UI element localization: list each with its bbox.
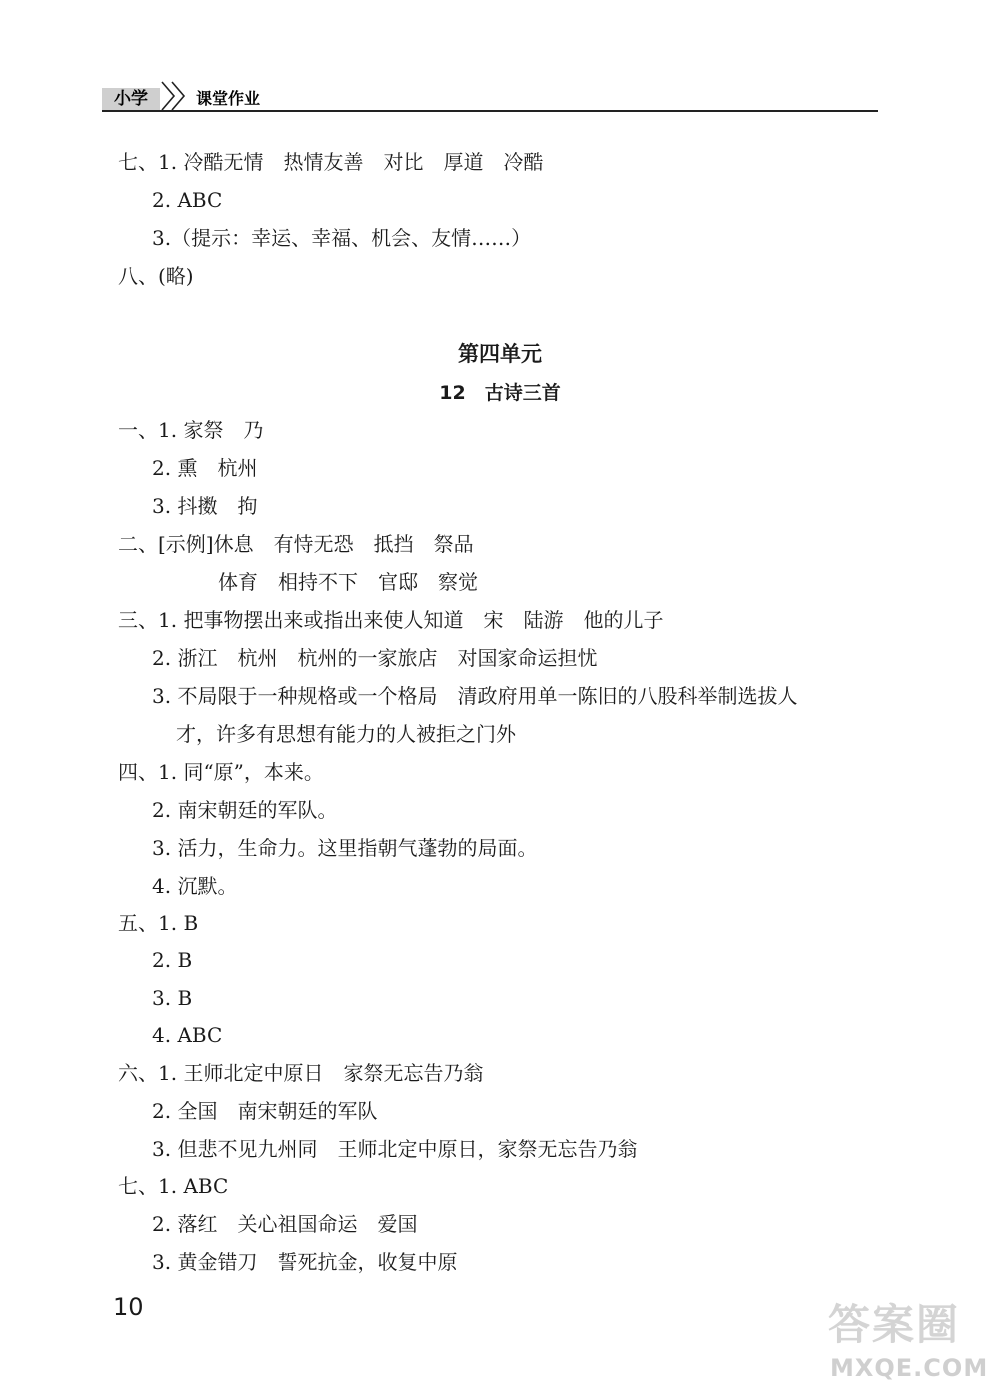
answer-line: 3. 黄金错刀 誓死抗金，收复中原 [152,1250,458,1274]
answer-line: 四、1. 同“原”，本来。 [118,760,324,784]
answer-line: 4. ABC [152,1023,223,1047]
answer-line: 七、1. 冷酷无情 热情友善 对比 厚道 冷酷 [118,150,544,174]
answer-line: 3.（提示：幸运、幸福、机会、友情……） [152,226,532,250]
header-title: 课堂作业 [196,89,261,108]
header-rule [102,110,878,112]
answer-line: 六、1. 王师北定中原日 家祭无忘告乃翁 [118,1061,484,1085]
lesson-title: 12 古诗三首 [439,382,561,404]
header-tag: 小学 [102,88,160,110]
answer-line: 2. 熏 杭州 [152,456,258,480]
watermark-logo [820,1300,995,1390]
answer-line: 3. B [152,986,193,1010]
answer-line: 3. 活力，生命力。这里指朝气蓬勃的局面。 [152,836,538,860]
answer-line: 3. 但悲不见九州同 王师北定中原日，家祭无忘告乃翁 [152,1137,638,1161]
page-number: 10 [113,1293,144,1321]
answer-line: 4. 沉默。 [152,874,238,898]
answer-line: 2. ABC [152,188,223,212]
answer-line: 三、1. 把事物摆出来或指出来使人知道 宋 陆游 他的儿子 [118,608,664,632]
answer-line: 一、1. 家祭 乃 [118,418,264,442]
answer-line: 2. 浙江 杭州 杭州的一家旅店 对国家命运担忧 [152,646,598,670]
answer-line: 3. 抖擞 拘 [152,494,258,518]
answer-line: 2. B [152,948,193,972]
answer-line: 五、1. B [118,911,199,935]
answer-line: 体育 相持不下 官邸 察觉 [218,570,478,594]
answer-line: 2. 南宋朝廷的军队。 [152,798,338,822]
double-chevron-icon [158,78,194,110]
watermark-text: 答案圈 [828,1300,961,1349]
answer-line: 七、1. ABC [118,1174,229,1198]
page-header [102,76,878,110]
answer-line: 才，许多有思想有能力的人被拒之门外 [176,722,516,746]
answer-line: 八、(略) [118,264,194,288]
answer-line: 2. 全国 南宋朝廷的军队 [152,1099,378,1123]
answer-line: 2. 落红 关心祖国命运 爱国 [152,1212,418,1236]
answer-line: 3. 不局限于一种规格或一个格局 清政府用单一陈旧的八股科举制选拔人 [152,684,798,708]
answer-line: 二、[示例]休息 有恃无恐 抵挡 祭品 [118,532,474,556]
watermark-url: MXQE.COM [830,1354,989,1382]
unit-title: 第四单元 [458,342,542,366]
